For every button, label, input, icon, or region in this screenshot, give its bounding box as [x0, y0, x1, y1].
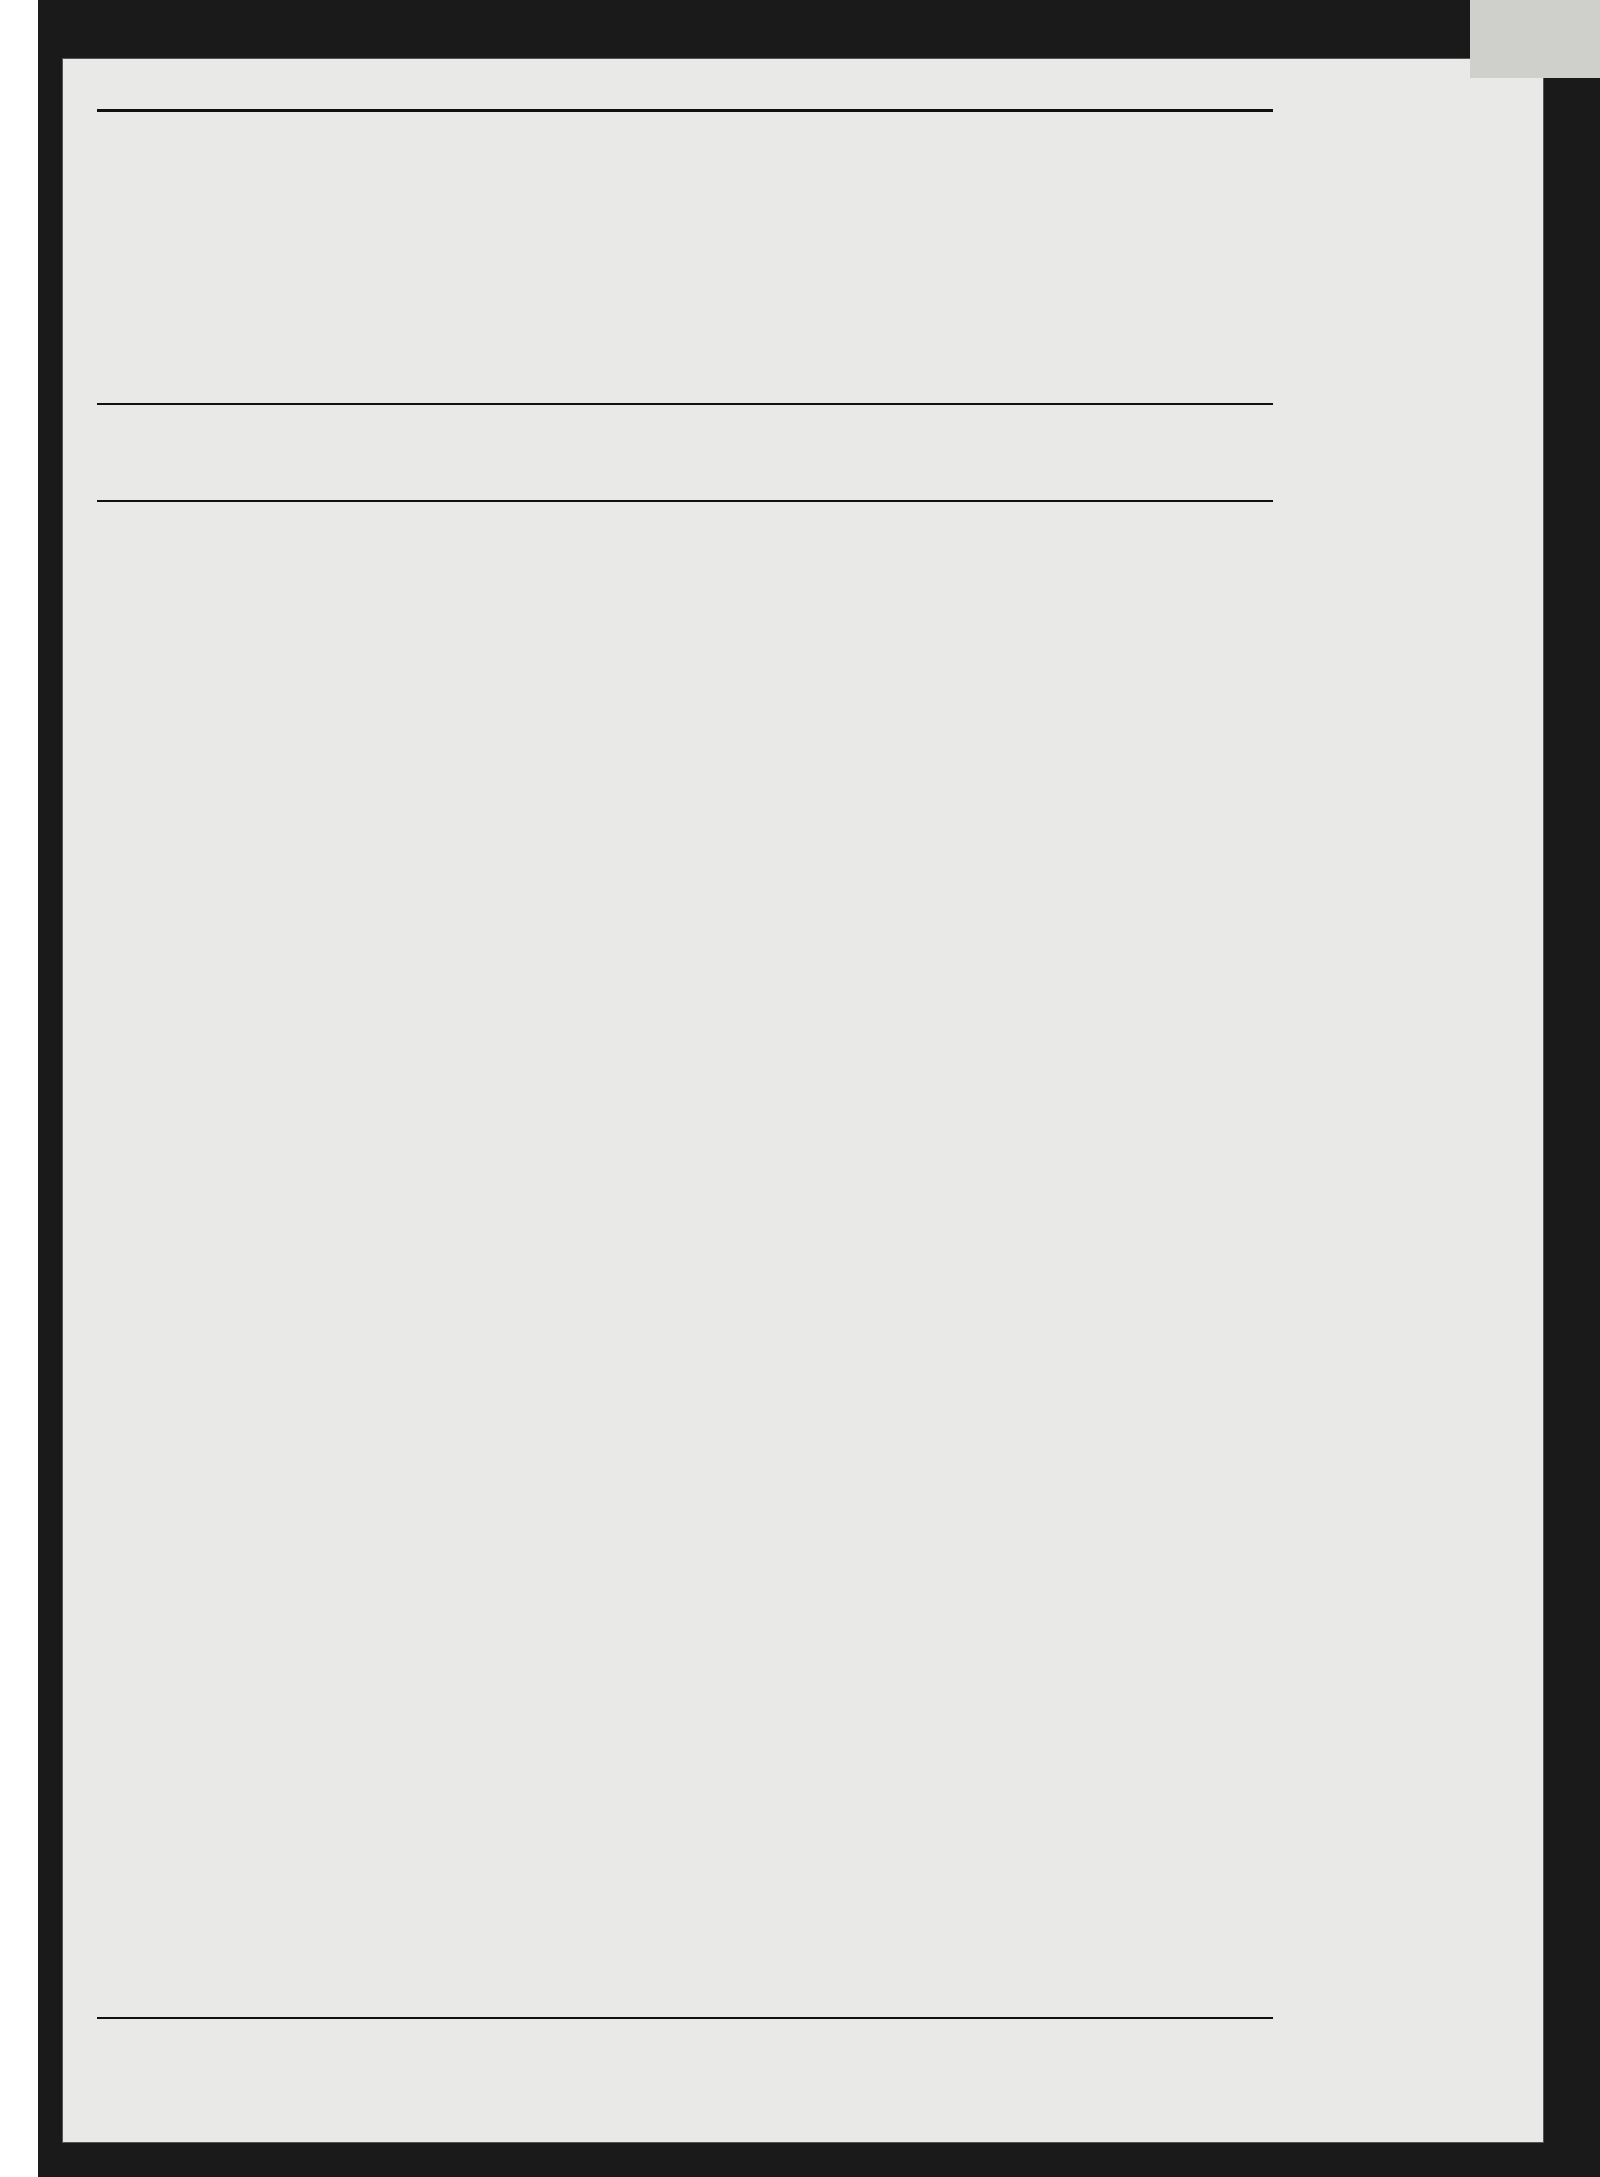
footer-note [97, 2017, 1273, 2051]
top-rule [97, 403, 1273, 405]
top-columns [97, 115, 1273, 399]
header-rule [97, 109, 1273, 112]
side-label-strip [0, 0, 38, 2177]
main-rule [97, 500, 1273, 502]
page-header [101, 73, 1271, 109]
document-page [62, 58, 1544, 2143]
side-label [2, 110, 36, 670]
main-columns [97, 507, 1273, 2007]
tape-strip [1470, 0, 1600, 78]
